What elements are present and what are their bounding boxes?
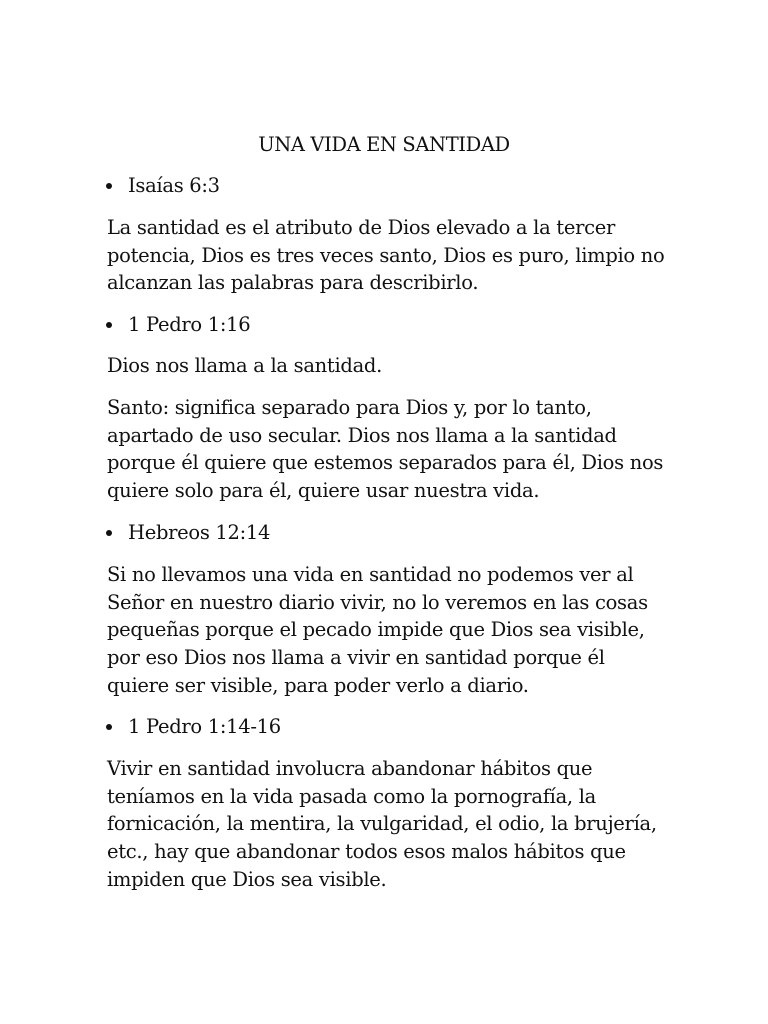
document-title: UNA VIDA EN SANTIDAD	[258, 133, 510, 156]
scripture-reference-1-pedro-1-14-16: 1 Pedro 1:14-16	[128, 713, 281, 741]
scripture-reference-1-pedro-1-16: 1 Pedro 1:16	[128, 311, 250, 339]
scripture-reference-hebreos: Hebreos 12:14	[128, 519, 270, 547]
paragraph-santidad-atributo: La santidad es el atributo de Dios elevado a la tercer potencia, Dios es tres veces santo, Dios es puro, limpio no alcanzan las palabras para describirlo.	[107, 216, 665, 295]
scripture-reference-isaias: Isaías 6:3	[128, 172, 220, 200]
paragraph-santo-significa: Santo: significa separado para Dios y, por lo tanto, apartado de uso secular. Dios nos llama a la santidad porque él quiere que estemos separados para él, Dios nos quiere solo para él, quiere usar nuestra vida.	[107, 396, 664, 503]
paragraph-vivir-en-santidad: Vivir en santidad involucra abandonar hábitos que teníamos en la vida pasada como la pornografía, la fornicación, la mentira, la vulgaridad, el odio, la brujería, etc., hay que abandonar todos esos malos hábitos que impiden que Dios sea visible.	[107, 757, 657, 891]
paragraph-si-no-llevamos: Si no llevamos una vida en santidad no podemos ver al Señor en nuestro diario vivir, no lo veremos en las cosas pequeñas porque el pecado impide que Dios sea visible, por eso Dios nos llama a vivir en santidad porque él quiere ser visible, para poder verlo a diario.	[107, 563, 648, 697]
paragraph-dios-nos-llama: Dios nos llama a la santidad.	[107, 354, 382, 377]
